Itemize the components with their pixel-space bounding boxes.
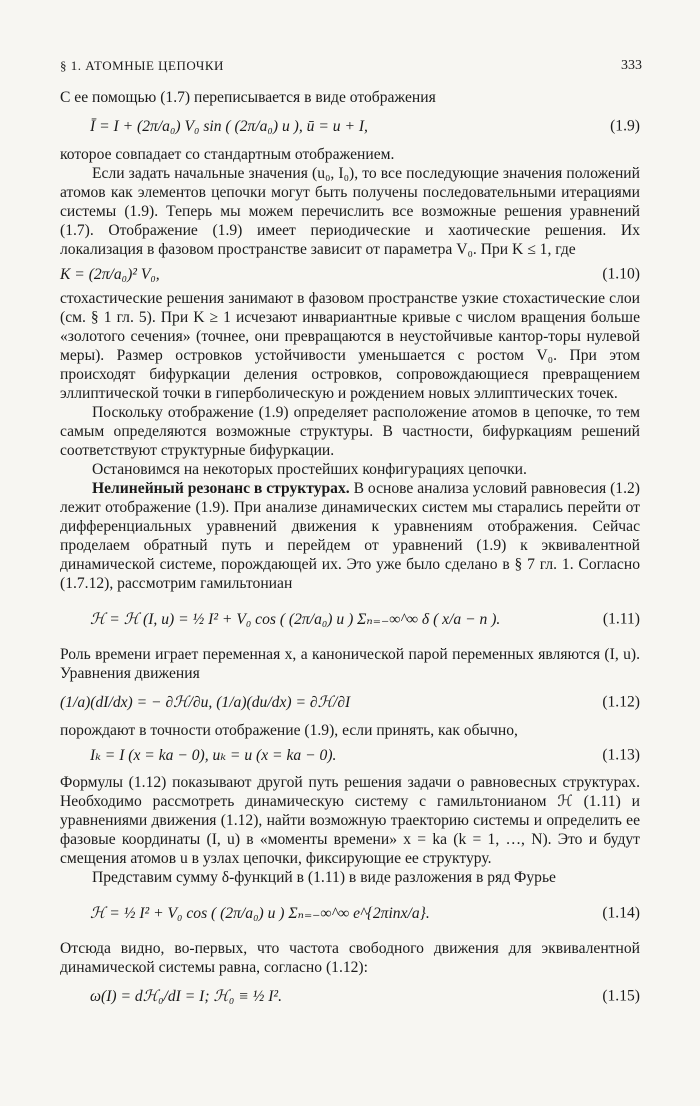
paragraph: Остановимся на некоторых простейших конфигурациях цепочки. xyxy=(92,461,527,478)
section-title: § 1. АТОМНЫЕ ЦЕПОЧКИ xyxy=(60,58,224,73)
formula: ω(I) = dℋ₀/dI = I; ℋ₀ ≡ ½ I². xyxy=(90,987,282,1005)
paragraph: Роль времени играет переменная x, а канонической парой переменных являются (I, u). Уравнения движения xyxy=(60,646,640,682)
paragraph: С ее помощью (1.7) переписывается в виде отображения xyxy=(60,89,436,106)
paragraph: Если задать начальные значения (u₀, I₀), то все последующие значения положений атомов как элементов цепочки могут быть получены последовательными итерациями системы (1.9). Теперь мы можем перечислить все возможные решения уравнений (1.7). Отображение (1.9) имеет периодические и хаотические решения. Их локализация в фазовом пространстве зависит от параметра V₀. При K ≤ 1, где xyxy=(60,165,640,258)
paragraph: Отсюда видно, во-первых, что частота свободного движения для эквивалентной динамической системы равна, согласно (1.12): xyxy=(60,940,640,976)
equation-number: (1.14) xyxy=(602,904,640,922)
equation-number: (1.13) xyxy=(602,746,640,764)
equation-1-9 xyxy=(60,107,640,145)
paragraph: Поскольку отображение (1.9) определяет расположение атомов в цепочке, то тем самым определяются возможные структуры. В частности, бифуркациям решений соответствуют структурные бифуркации. xyxy=(60,404,640,459)
formula: ℋ = ℋ (I, u) = ½ I² + V₀ cos ( (2π/a₀) u ) Σₙ₌₋∞^∞ δ ( x/a − n ). xyxy=(90,610,501,628)
formula: Ī = I + (2π/a₀) V₀ sin ( (2π/a₀) u ), ū = u + I, xyxy=(90,117,368,135)
equation-1-11 xyxy=(60,593,640,645)
paragraph: которое совпадает со стандартным отображением. xyxy=(60,146,395,163)
equation-number: (1.12) xyxy=(602,693,640,711)
equation-1-14 xyxy=(60,887,640,939)
paragraph: Представим сумму δ-функций в (1.11) в виде разложения в ряд Фурье xyxy=(92,869,556,886)
equation-number: (1.9) xyxy=(610,117,640,135)
equation-number: (1.11) xyxy=(602,610,640,628)
equation-1-10 xyxy=(60,259,640,289)
formula: (1/a)(dI/dx) = − ∂ℋ/∂u, (1/a)(du/dx) = ∂ℋ/∂I xyxy=(60,693,351,711)
page-number: 333 xyxy=(621,58,642,73)
formula: Iₖ = I (x = ka − 0), uₖ = u (x = ka − 0). xyxy=(90,746,337,764)
running-header xyxy=(60,58,642,78)
paragraph-text: В основе анализа условий равновесия (1.2) лежит отображение (1.9). При анализе динамических систем мы старались перейти от дифференциальных уравнений движения к уравнениям отображения. Сейчас проделаем обратный путь и перейдем от уравнений (1.9) к эквивалентной динамической системе, порождающей их. Это уже было сделано в § 7 гл. 1. Согласно (1.7.12), рассмотрим гамильтониан xyxy=(60,480,640,592)
paragraph: порождают в точности отображение (1.9), если принять, как обычно, xyxy=(60,722,518,739)
equation-number: (1.15) xyxy=(602,987,640,1005)
formula: ℋ = ½ I² + V₀ cos ( (2π/a₀) u ) Σₙ₌₋∞^∞ e^{2πinx/a}. xyxy=(90,904,430,922)
page-body xyxy=(60,88,640,1015)
formula: K = (2π/a₀)² V₀, xyxy=(60,265,160,283)
equation-1-15 xyxy=(60,977,640,1015)
equation-1-12 xyxy=(60,683,640,721)
run-in-heading: Нелинейный резонанс в структурах. xyxy=(92,480,350,497)
paragraph: стохастические решения занимают в фазовом пространстве узкие стохастические слои (см. § 1 гл. 5). При K ≥ 1 исчезают инвариантные кривые с числом вращения больше «золотого сечения» (точнее, они превращаются в неустойчивые кантор-торы нулевой меры). Размер островков устойчивости уменьшается с ростом V₀. При этом происходят бифуркации деления островков, сопровождающиеся превращением эллиптической точки в гиперболическую и рождением новых эллиптических точек. xyxy=(60,290,640,402)
equation-number: (1.10) xyxy=(602,265,640,283)
paragraph xyxy=(60,479,640,593)
paragraph: Формулы (1.12) показывают другой путь решения задачи о равновесных структурах. Необходимо рассмотреть динамическую систему с гамильтонианом ℋ (1.11) и уравнениями движения (1.12), найти возможную траекторию системы и определить ее фазовые координаты (I, u) в «моменты времени» x = ka (k = 1, …, N). Это и будут смещения атомов u в узлах цепочки, фиксирующие ее структуру. xyxy=(60,774,640,867)
equation-1-13 xyxy=(60,740,640,770)
